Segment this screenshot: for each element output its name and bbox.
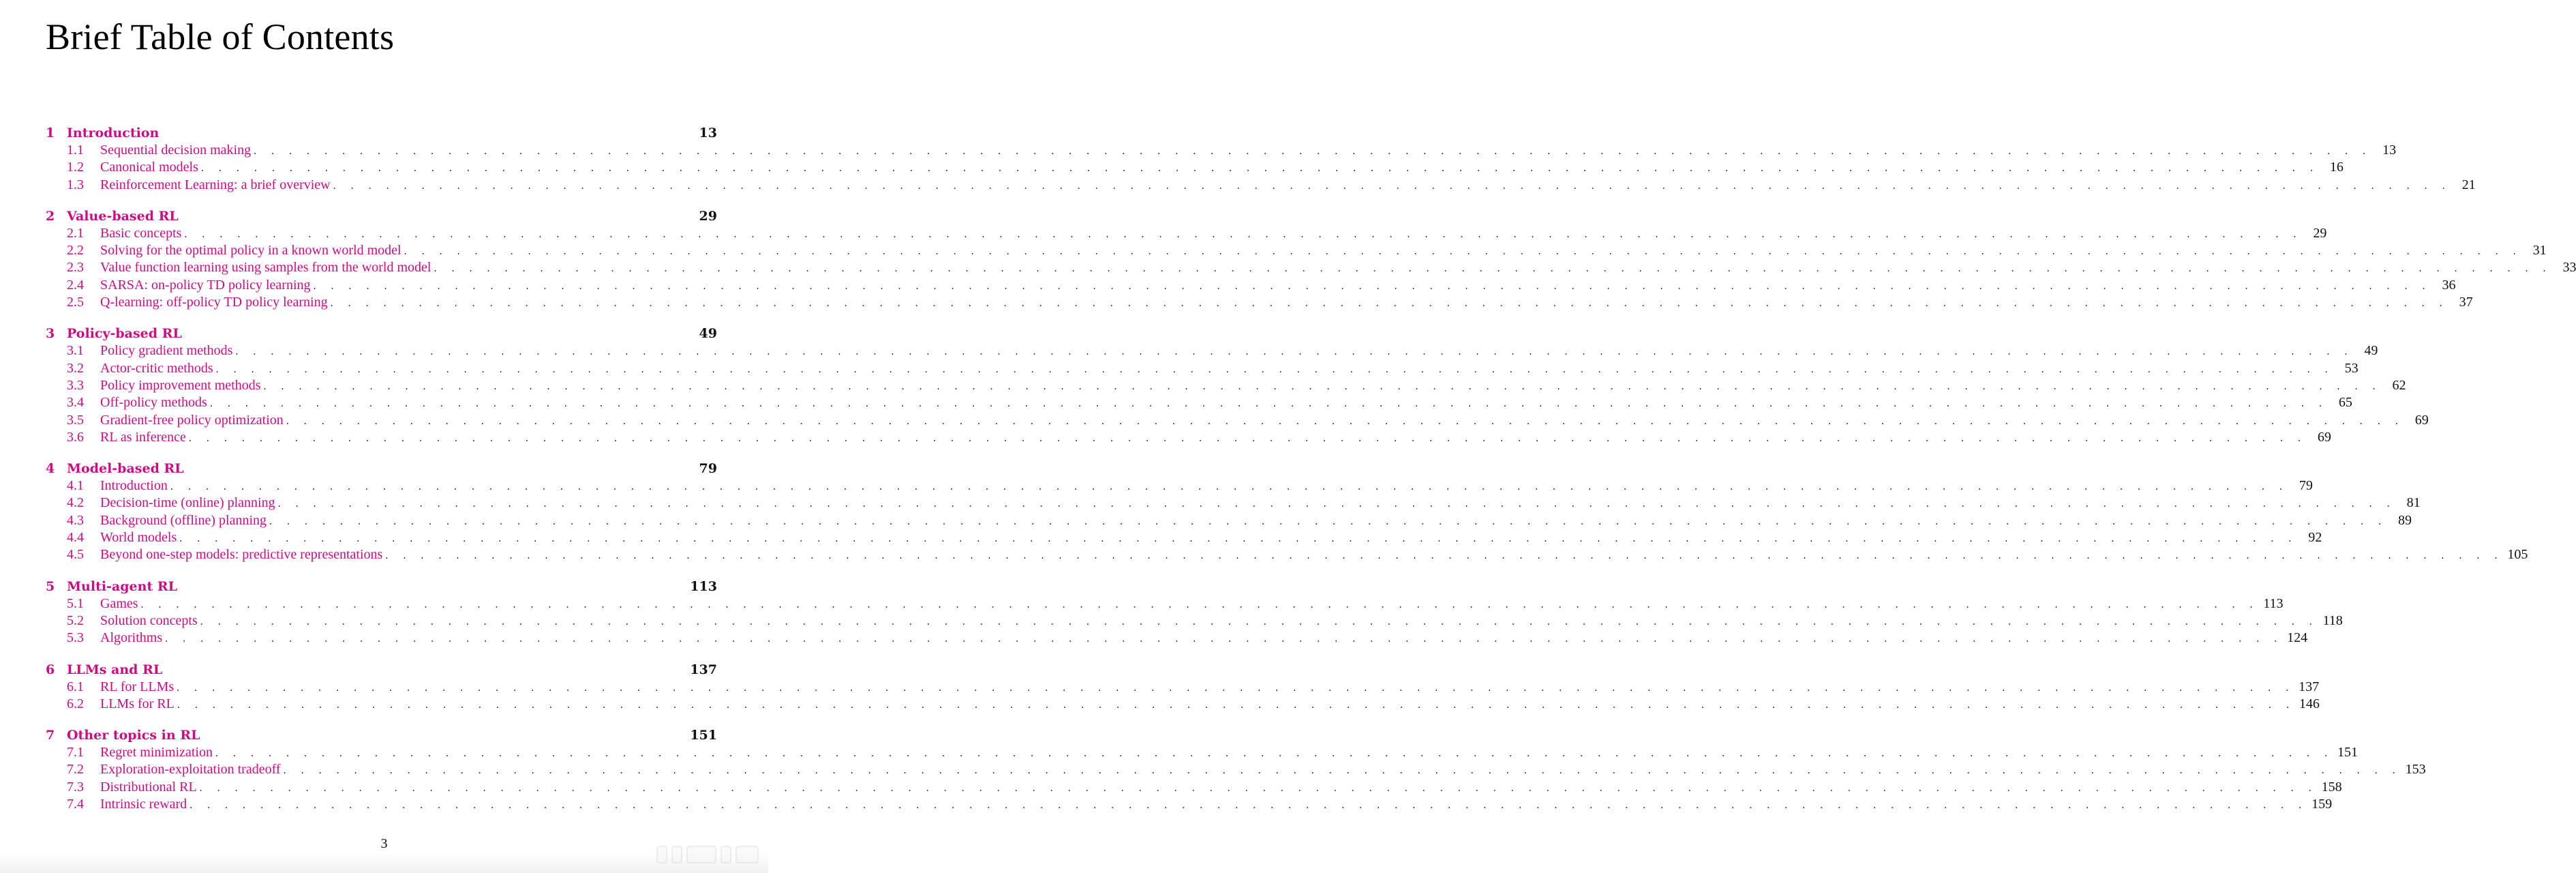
section-title-link[interactable]: Distributional RL bbox=[100, 779, 197, 795]
section-page-number: 16 bbox=[2329, 160, 2344, 175]
section-page-number: 146 bbox=[2299, 696, 2320, 711]
chapter-entry[interactable] bbox=[46, 124, 717, 142]
bottom-fade bbox=[0, 853, 768, 873]
chapter-number: 6 bbox=[46, 662, 55, 677]
dot-leader: . . . . . . . . . . . . . . . . . . . . . . . . . . . . . . . . . . . . . . . . . . . . . . . . . . . . . . . . . . . . . . . . . . . . . . . . . . . . . . . . . . . . . . . . . . . . . . . . . . . . . . . . . . . . . . . . . . . . . . . . bbox=[404, 246, 2522, 258]
section-number: 5.2 bbox=[67, 612, 84, 628]
chapter-entry[interactable] bbox=[46, 578, 717, 595]
chapter-entry[interactable] bbox=[46, 460, 717, 477]
dot-leader: . . . . . . . . . . . . . . . . . . . . . . . . . . . . . . . . . . . . . . . . . . . . . . . . . . . . . . . . . . . . . . . . . . . . . . . . . . . . . . . . . . . . . . . . . . . . . . . . . . . . . . . . . . . . . . . . . . . . . . . . bbox=[179, 533, 2298, 545]
section-title-link[interactable]: Value function learning using samples from the world model bbox=[100, 260, 431, 276]
section-number: 4.2 bbox=[67, 495, 84, 511]
dot-leader: . . . . . . . . . . . . . . . . . . . . . . . . . . . . . . . . . . . . . . . . . . . . . . . . . . . . . . . . . . . . . . . . . . . . . . . . . . . . . . . . . . . . . . . . . . . . . . . . . . . . . . . . . . . . . . . . . . . . . . . . bbox=[286, 415, 2404, 427]
section-title-link[interactable]: Background (offline) planning bbox=[100, 512, 267, 528]
section-number: 3.1 bbox=[67, 343, 84, 359]
section-title-link[interactable]: Introduction bbox=[100, 478, 168, 494]
section-title-link[interactable]: Regret minimization bbox=[100, 745, 213, 760]
dot-leader: . . . . . . . . . . . . . . . . . . . . . . . . . . . . . . . . . . . . . . . . . . . . . . . . . . . . . . . . . . . . . . . . . . . . . . . . . . . . . . . . . . . . . . . . . . . . . . . . . . . . . . . . . . . . . . . . . . . . . . . . bbox=[283, 765, 2401, 777]
dot-leader: . . . . . . . . . . . . . . . . . . . . . . . . . . . . . . . . . . . . . . . . . . . . . . . . . . . . . . . . . . . . . . . . . . . . . . . . . . . . . . . . . . . . . . . . . . . . . . . . . . . . . . . . . . . . . . . . . . . . . . . . bbox=[200, 162, 2319, 175]
chapter-entry[interactable] bbox=[46, 661, 717, 679]
section-number: 4.5 bbox=[67, 547, 84, 563]
section-number: 5.1 bbox=[67, 595, 84, 611]
section-number: 7.3 bbox=[67, 779, 84, 795]
section-page-number: 49 bbox=[2364, 343, 2378, 359]
chapter-title-link[interactable]: Policy-based RL bbox=[67, 326, 182, 342]
dot-leader: . . . . . . . . . . . . . . . . . . . . . . . . . . . . . . . . . . . . . . . . . . . . . . . . . . . . . . . . . . . . . . . . . . . . . . . . . . . . . . . . . . . . . . . . . . . . . . . . . . . . . . . . . . . . . . . . . . . . . . . . bbox=[209, 398, 2328, 410]
section-entry[interactable] bbox=[46, 779, 2342, 796]
chapter-entry[interactable] bbox=[46, 726, 717, 744]
section-entry[interactable] bbox=[46, 744, 2358, 761]
section-number: 3.2 bbox=[67, 360, 84, 376]
toc-chapter bbox=[46, 578, 2343, 647]
toc-chapter bbox=[46, 124, 2476, 194]
chapter-page-number: 49 bbox=[699, 326, 717, 342]
section-entry[interactable] bbox=[46, 529, 2322, 546]
toc-chapter bbox=[46, 207, 2576, 311]
section-number: 5.3 bbox=[67, 630, 84, 646]
chapter-title-link[interactable]: Value-based RL bbox=[67, 208, 179, 224]
dot-leader: . . . . . . . . . . . . . . . . . . . . . . . . . . . . . . . . . . . . . . . . . . . . . . . . . . . . . . . . . . . . . . . . . . . . . . . . . . . . . . . . . . . . . . . . . . . . . . . . . . . . . . . . . . . . . . . . . . . . . . . . bbox=[254, 145, 2372, 157]
section-entry[interactable] bbox=[46, 394, 2352, 411]
section-page-number: 69 bbox=[2414, 412, 2429, 428]
chapter-title-link[interactable]: LLMs and RL bbox=[67, 662, 163, 677]
chapter-page-number: 13 bbox=[699, 125, 717, 140]
section-number: 1.1 bbox=[67, 143, 84, 158]
section-number: 2.4 bbox=[67, 277, 84, 293]
section-page-number: 53 bbox=[2344, 360, 2359, 376]
chapter-page-number: 137 bbox=[690, 662, 717, 677]
section-title-link[interactable]: Policy gradient methods bbox=[100, 343, 233, 359]
section-number: 6.2 bbox=[67, 696, 84, 711]
dot-leader: . . . . . . . . . . . . . . . . . . . . . . . . . . . . . . . . . . . . . . . . . . . . . . . . . . . . . . . . . . . . . . . . . . . . . . . . . . . . . . . . . . . . . . . . . . . . . . . . . . . . . . . . . . . . . . . . . . . . . . . . bbox=[165, 633, 2284, 645]
section-entry[interactable] bbox=[46, 177, 2476, 194]
section-entry[interactable] bbox=[46, 342, 2378, 359]
section-entry[interactable] bbox=[46, 360, 2359, 377]
chapter-number: 5 bbox=[46, 578, 55, 594]
toc-chapter bbox=[46, 726, 2426, 813]
section-title-link[interactable]: Intrinsic reward bbox=[100, 797, 187, 812]
section-number: 4.4 bbox=[67, 530, 84, 546]
dot-leader: . . . . . . . . . . . . . . . . . . . . . . . . . . . . . . . . . . . . . . . . . . . . . . . . . . . . . . . . . . . . . . . . . . . . . . . . . . . . . . . . . . . . . . . . . . . . . . . . . . . . . . . . . . . . . . . . . . . . . . . . bbox=[215, 748, 2333, 760]
section-title-link[interactable]: RL as inference bbox=[100, 429, 186, 445]
section-number: 7.2 bbox=[67, 762, 84, 778]
section-title-link[interactable]: LLMs for RL bbox=[100, 696, 175, 711]
section-entry[interactable] bbox=[46, 412, 2429, 429]
chapter-title-link[interactable]: Other topics in RL bbox=[67, 728, 200, 743]
section-title-link[interactable]: SARSA: on-policy TD policy learning bbox=[100, 277, 311, 293]
section-page-number: 105 bbox=[2507, 547, 2528, 563]
chapter-page-number: 29 bbox=[699, 208, 717, 224]
dot-leader: . . . . . . . . . . . . . . . . . . . . . . . . . . . . . . . . . . . . . . . . . . . . . . . . . . . . . . . . . . . . . . . . . . . . . . . . . . . . . . . . . . . . . . . . . . . . . . . . . . . . . . . . . . . . . . . . . . . . . . . . bbox=[215, 363, 2334, 375]
section-title-link[interactable]: Solution concepts bbox=[100, 612, 198, 628]
section-title-link[interactable]: RL for LLMs bbox=[100, 679, 175, 694]
chapter-title-link[interactable]: Model-based RL bbox=[67, 461, 184, 477]
section-entry[interactable] bbox=[46, 159, 2344, 176]
chapter-page-number: 113 bbox=[690, 578, 717, 594]
dot-leader: . . . . . . . . . . . . . . . . . . . . . . . . . . . . . . . . . . . . . . . . . . . . . . . . . . . . . . . . . . . . . . . . . . . . . . . . . . . . . . . . . . . . . . . . . . . . . . . . . . . . . . . . . . . . . . . . . . . . . . . . bbox=[177, 681, 2295, 694]
chapter-title-link[interactable]: Introduction bbox=[67, 125, 160, 140]
section-title-link[interactable]: Sequential decision making bbox=[100, 143, 252, 158]
section-number: 2.5 bbox=[67, 295, 84, 310]
section-entry[interactable] bbox=[46, 796, 2333, 813]
section-page-number: 124 bbox=[2287, 630, 2308, 646]
dot-leader: . . . . . . . . . . . . . . . . . . . . . . . . . . . . . . . . . . . . . . . . . . . . . . . . . . . . . . . . . . . . . . . . . . . . . . . . . . . . . . . . . . . . . . . . . . . . . . . . . . . . . . . . . . . . . . . . . . . . . . . . bbox=[177, 698, 2295, 711]
section-number: 3.5 bbox=[67, 412, 84, 428]
section-entry[interactable] bbox=[46, 612, 2343, 630]
section-title-link[interactable]: Games bbox=[100, 595, 138, 611]
dot-leader: . . . . . . . . . . . . . . . . . . . . . . . . . . . . . . . . . . . . . . . . . . . . . . . . . . . . . . . . . . . . . . . . . . . . . . . . . . . . . . . . . . . . . . . . . . . . . . . . . . . . . . . . . . . . . . . . . . . . . . . . bbox=[170, 481, 2288, 493]
section-page-number: 159 bbox=[2312, 797, 2333, 812]
section-number: 4.3 bbox=[67, 512, 84, 528]
dot-leader: . . . . . . . . . . . . . . . . . . . . . . . . . . . . . . . . . . . . . . . . . . . . . . . . . . . . . . . . . . . . . . . . . . . . . . . . . . . . . . . . . . . . . . . . . . . . . . . . . . . . . . . . . . . . . . . . . . . . . . . . bbox=[313, 280, 2431, 292]
dot-leader: . . . . . . . . . . . . . . . . . . . . . . . . . . . . . . . . . . . . . . . . . . . . . . . . . . . . . . . . . . . . . . . . . . . . . . . . . . . . . . . . . . . . . . . . . . . . . . . . . . . . . . . . . . . . . . . . . . . . . . . . bbox=[188, 432, 2307, 444]
section-page-number: 118 bbox=[2322, 612, 2343, 628]
section-page-number: 21 bbox=[2461, 177, 2476, 192]
dot-leader: . . . . . . . . . . . . . . . . . . . . . . . . . . . . . . . . . . . . . . . . . . . . . . . . . . . . . . . . . . . . . . . . . . . . . . . . . . . . . . . . . . . . . . . . . . . . . . . . . . . . . . . . . . . . . . . . . . . . . . . . bbox=[140, 598, 2259, 610]
section-title-link[interactable]: Reinforcement Learning: a brief overview bbox=[100, 177, 331, 192]
dot-leader: . . . . . . . . . . . . . . . . . . . . . . . . . . . . . . . . . . . . . . . . . . . . . . . . . . . . . . . . . . . . . . . . . . . . . . . . . . . . . . . . . . . . . . . . . . . . . . . . . . . . . . . . . . . . . . . . . . . . . . . . bbox=[330, 297, 2449, 310]
dot-leader: . . . . . . . . . . . . . . . . . . . . . . . . . . . . . . . . . . . . . . . . . . . . . . . . . . . . . . . . . . . . . . . . . . . . . . . . . . . . . . . . . . . . . . . . . . . . . . . . . . . . . . . . . . . . . . . . . . . . . . . . bbox=[385, 550, 2504, 562]
chapter-number: 2 bbox=[46, 208, 55, 224]
section-entry[interactable] bbox=[46, 242, 2547, 259]
dot-leader: . . . . . . . . . . . . . . . . . . . . . . . . . . . . . . . . . . . . . . . . . . . . . . . . . . . . . . . . . . . . . . . . . . . . . . . . . . . . . . . . . . . . . . . . . . . . . . . . . . . . . . . . . . . . . . . . . . . . . . . . bbox=[269, 515, 2388, 527]
watermark-logo-icon bbox=[656, 846, 759, 863]
section-title-link[interactable]: Actor-critic methods bbox=[100, 360, 213, 376]
section-number: 2.1 bbox=[67, 225, 84, 241]
section-page-number: 37 bbox=[2459, 295, 2473, 310]
section-page-number: 36 bbox=[2442, 277, 2456, 293]
section-entry[interactable] bbox=[46, 225, 2327, 242]
section-entry[interactable] bbox=[46, 259, 2576, 276]
chapter-number: 4 bbox=[46, 461, 55, 477]
section-title-link[interactable]: Canonical models bbox=[100, 160, 198, 175]
section-title-link[interactable]: World models bbox=[100, 530, 177, 546]
section-page-number: 151 bbox=[2337, 745, 2358, 760]
section-entry[interactable] bbox=[46, 761, 2426, 778]
section-page-number: 89 bbox=[2398, 512, 2412, 528]
section-entry[interactable] bbox=[46, 679, 2320, 696]
page-number: 3 bbox=[380, 836, 388, 851]
chapter-page-number: 79 bbox=[699, 461, 717, 477]
toc-chapter bbox=[46, 325, 2429, 446]
dot-leader: . . . . . . . . . . . . . . . . . . . . . . . . . . . . . . . . . . . . . . . . . . . . . . . . . . . . . . . . . . . . . . . . . . . . . . . . . . . . . . . . . . . . . . . . . . . . . . . . . . . . . . . . . . . . . . . . . . . . . . . . bbox=[190, 799, 2308, 812]
section-entry[interactable] bbox=[46, 494, 2421, 512]
section-entry[interactable] bbox=[46, 630, 2308, 647]
section-number: 1.2 bbox=[67, 160, 84, 175]
section-title-link[interactable]: Exploration-exploitation tradeoff bbox=[100, 762, 281, 778]
chapter-page-number: 151 bbox=[690, 728, 717, 743]
section-title-link[interactable]: Policy improvement methods bbox=[100, 377, 261, 393]
section-number: 2.3 bbox=[67, 260, 84, 276]
section-title-link[interactable]: Q-learning: off-policy TD policy learning bbox=[100, 295, 328, 310]
section-number: 1.3 bbox=[67, 177, 84, 192]
section-number: 3.3 bbox=[67, 377, 84, 393]
section-entry[interactable] bbox=[46, 696, 2320, 713]
section-page-number: 79 bbox=[2299, 478, 2313, 494]
section-page-number: 29 bbox=[2313, 225, 2327, 241]
section-title-link[interactable]: Solving for the optimal policy in a known world model bbox=[100, 243, 401, 258]
section-number: 4.1 bbox=[67, 478, 84, 494]
section-title-link[interactable]: Basic concepts bbox=[100, 225, 182, 241]
chapter-title-link[interactable]: Multi-agent RL bbox=[67, 578, 177, 594]
section-entry[interactable] bbox=[46, 142, 2397, 159]
section-number: 3.6 bbox=[67, 429, 84, 445]
dot-leader: . . . . . . . . . . . . . . . . . . . . . . . . . . . . . . . . . . . . . . . . . . . . . . . . . . . . . . . . . . . . . . . . . . . . . . . . . . . . . . . . . . . . . . . . . . . . . . . . . . . . . . . . . . . . . . . . . . . . . . . . bbox=[263, 380, 2382, 392]
dot-leader: . . . . . . . . . . . . . . . . . . . . . . . . . . . . . . . . . . . . . . . . . . . . . . . . . . . . . . . . . . . . . . . . . . . . . . . . . . . . . . . . . . . . . . . . . . . . . . . . . . . . . . . . . . . . . . . . . . . . . . . . bbox=[333, 179, 2451, 192]
table-of-contents bbox=[46, 124, 2576, 827]
section-page-number: 65 bbox=[2338, 395, 2352, 411]
section-entry[interactable] bbox=[46, 477, 2313, 494]
section-page-number: 62 bbox=[2392, 377, 2406, 393]
section-number: 6.1 bbox=[67, 679, 84, 694]
dot-leader: . . . . . . . . . . . . . . . . . . . . . . . . . . . . . . . . . . . . . . . . . . . . . . . . . . . . . . . . . . . . . . . . . . . . . . . . . . . . . . . . . . . . . . . . . . . . . . . . . . . . . . . . . . . . . . . . . . . . . . . . bbox=[277, 498, 2396, 510]
section-page-number: 81 bbox=[2406, 495, 2421, 511]
section-page-number: 113 bbox=[2263, 595, 2284, 611]
section-title-link[interactable]: Off-policy methods bbox=[100, 395, 207, 411]
section-entry[interactable] bbox=[46, 595, 2284, 612]
section-entry[interactable] bbox=[46, 294, 2473, 311]
section-entry[interactable] bbox=[46, 277, 2456, 294]
page-title: Brief Table of Contents bbox=[46, 16, 395, 57]
section-entry[interactable] bbox=[46, 429, 2331, 446]
section-number: 2.2 bbox=[67, 243, 84, 258]
chapter-entry[interactable] bbox=[46, 325, 717, 342]
section-title-link[interactable]: Algorithms bbox=[100, 630, 163, 646]
dot-leader: . . . . . . . . . . . . . . . . . . . . . . . . . . . . . . . . . . . . . . . . . . . . . . . . . . . . . . . . . . . . . . . . . . . . . . . . . . . . . . . . . . . . . . . . . . . . . . . . . . . . . . . . . . . . . . . . . . . . . . . . bbox=[434, 263, 2552, 275]
dot-leader: . . . . . . . . . . . . . . . . . . . . . . . . . . . . . . . . . . . . . . . . . . . . . . . . . . . . . . . . . . . . . . . . . . . . . . . . . . . . . . . . . . . . . . . . . . . . . . . . . . . . . . . . . . . . . . . . . . . . . . . . bbox=[200, 615, 2318, 627]
toc-chapter bbox=[46, 661, 2320, 713]
section-page-number: 92 bbox=[2308, 530, 2322, 546]
section-page-number: 137 bbox=[2299, 679, 2320, 694]
dot-leader: . . . . . . . . . . . . . . . . . . . . . . . . . . . . . . . . . . . . . . . . . . . . . . . . . . . . . . . . . . . . . . . . . . . . . . . . . . . . . . . . . . . . . . . . . . . . . . . . . . . . . . . . . . . . . . . . . . . . . . . . bbox=[199, 782, 2318, 794]
dot-leader: . . . . . . . . . . . . . . . . . . . . . . . . . . . . . . . . . . . . . . . . . . . . . . . . . . . . . . . . . . . . . . . . . . . . . . . . . . . . . . . . . . . . . . . . . . . . . . . . . . . . . . . . . . . . . . . . . . . . . . . . bbox=[184, 228, 2303, 240]
section-page-number: 33 bbox=[2562, 260, 2576, 276]
chapter-entry[interactable] bbox=[46, 207, 717, 225]
section-title-link[interactable]: Decision-time (online) planning bbox=[100, 495, 275, 511]
section-number: 7.1 bbox=[67, 745, 84, 760]
section-page-number: 69 bbox=[2317, 429, 2331, 445]
section-number: 7.4 bbox=[67, 797, 84, 812]
dot-leader: . . . . . . . . . . . . . . . . . . . . . . . . . . . . . . . . . . . . . . . . . . . . . . . . . . . . . . . . . . . . . . . . . . . . . . . . . . . . . . . . . . . . . . . . . . . . . . . . . . . . . . . . . . . . . . . . . . . . . . . . bbox=[235, 346, 2354, 358]
chapter-number: 1 bbox=[46, 125, 55, 140]
chapter-number: 7 bbox=[46, 728, 55, 743]
section-entry[interactable] bbox=[46, 512, 2412, 529]
section-title-link[interactable]: Gradient-free policy optimization bbox=[100, 412, 284, 428]
toc-chapter bbox=[46, 460, 2528, 563]
section-title-link[interactable]: Beyond one-step models: predictive representations bbox=[100, 547, 383, 563]
section-page-number: 13 bbox=[2382, 143, 2397, 158]
section-entry[interactable] bbox=[46, 377, 2406, 394]
section-entry[interactable] bbox=[46, 546, 2528, 563]
chapter-number: 3 bbox=[46, 326, 55, 342]
section-page-number: 31 bbox=[2532, 243, 2547, 258]
section-page-number: 153 bbox=[2405, 762, 2426, 778]
section-number: 3.4 bbox=[67, 395, 84, 411]
section-page-number: 158 bbox=[2321, 779, 2342, 795]
